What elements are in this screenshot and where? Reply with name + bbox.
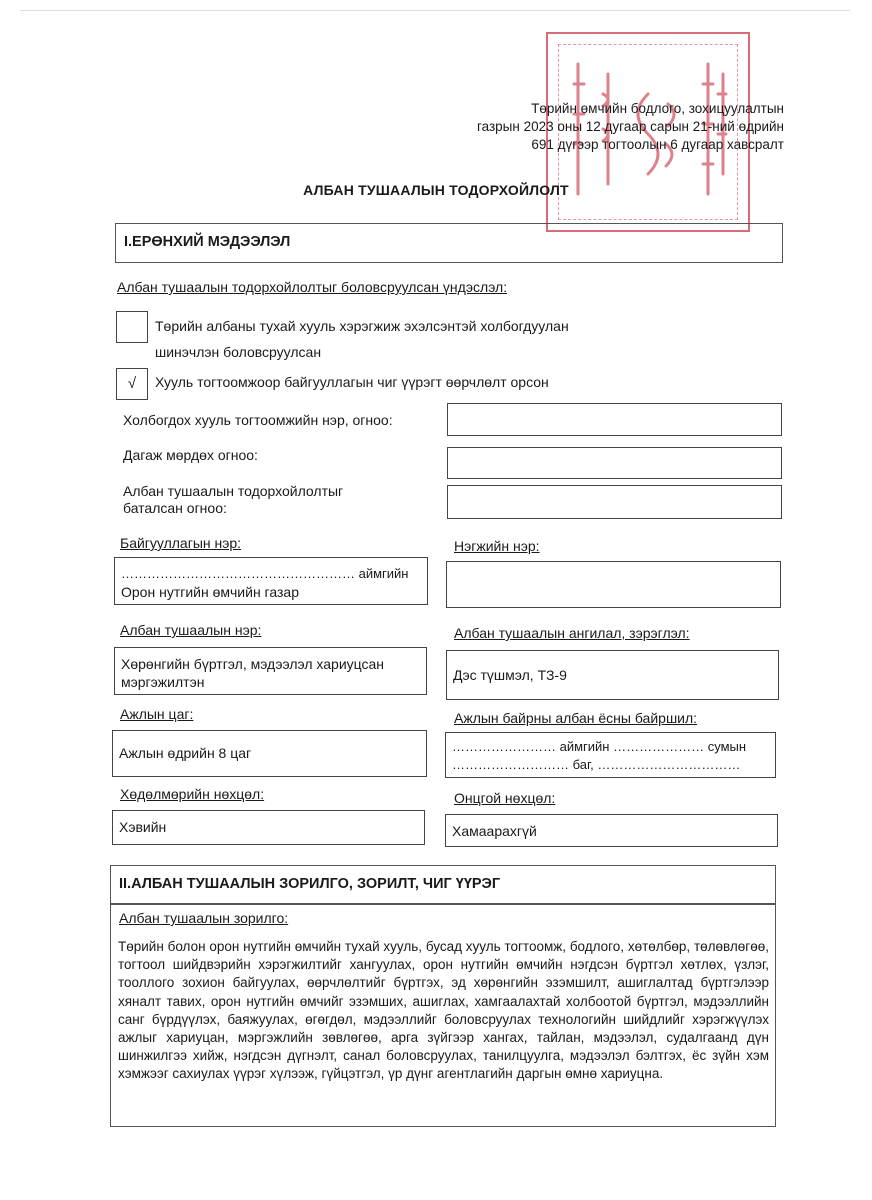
location-line1: …………………… аймгийн ………………… сумын — [452, 739, 747, 754]
unit-name-field[interactable] — [446, 561, 781, 608]
classification-field[interactable] — [446, 650, 779, 700]
attachment-note — [477, 100, 784, 154]
location-label: Ажлын байрны албан ёсны байршил: — [454, 710, 698, 726]
option2-label: Хууль тогтоомжоор байгууллагын чиг үүрэгт өөрчлөлт орсон — [155, 374, 549, 390]
section1-header — [115, 223, 783, 263]
option2-checkbox[interactable]: √ — [116, 368, 148, 400]
purpose-label: Албан тушаалын зорилго: — [119, 910, 289, 926]
attachment-note-line2: газрын 2023 оны 12 дугаар сарын 21-ний өдрийн — [477, 119, 784, 134]
effective-date-field[interactable] — [447, 447, 782, 479]
special-conditions-value: Хамаарахгүй — [452, 823, 537, 839]
work-conditions-label: Хөдөлмөрийн нөхцөл: — [120, 786, 265, 802]
work-conditions-value: Хэвийн — [119, 819, 167, 835]
position-name-label: Албан тушаалын нэр: — [120, 622, 262, 638]
approved-date-label-line2: баталсан огноо: — [123, 500, 227, 516]
option1-label-line1: Төрийн албаны тухай хууль хэрэгжиж эхэлсэнтэй холбогдуулан — [155, 318, 569, 334]
effective-date-label: Дагаж мөрдөх огноо: — [123, 447, 258, 463]
attachment-note-line3: 691 дүгээр тогтоолын 6 дугаар хавсралт — [531, 137, 784, 152]
purpose-box — [110, 903, 776, 1127]
purpose-text: Төрийн болон орон нутгийн өмчийн тухай хууль, бусад хууль тогтоомж, бодлого, хөтөлбөр, төлөвлөгөө, тогтоол шийдвэрийн хэрэгжилтийг хангуулах, орон нутгийн өмчийн нэгдсэн бүртгэл хөтлөх, үзлэг, тооллого зохион байгуулах, өөрчлөлтийг бүртгэх, эд хөрөнгийн эзэмшилт, ашиглалтад бүртгэлээр хяналт тавих, орон нутгийн өмчийг эзэмших, ашиглах, хамгаалахтай холбоотой бүртгэл, мэдээллийн санг бүрдүүлэх, баяжуулах, өгөгдөл, мэдээллийг боловсруулах технологийн шийдлийг хэрэгжүүлэх ажлыг хариуцан, мэргэжлийн зөвлөгөө, арга зүйгээр хангах, тайлан, мэдээлэл, судалгаанд дүн шинжилгээ хийж, нэгдсэн дүгнэлт, санал боловсруулах, танилцуулга, мэдээлэл бэлтгэх, ёс зүйн хэм хэмжээг сахиулах үүрэг хүлээж, гүйцэтгэл, үр дүнг агентлагийн даргын өмнө хариуцна. — [118, 939, 769, 1082]
position-name-field[interactable] — [114, 647, 427, 695]
basis-label: Албан тушаалын тодорхойлолтыг боловсруулсан үндэслэл: — [117, 279, 508, 295]
org-name-line2: Орон нутгийн өмчийн газар — [121, 584, 299, 600]
special-conditions-field[interactable] — [445, 814, 778, 847]
work-hours-value: Ажлын өдрийн 8 цаг — [119, 745, 252, 761]
org-name-label: Байгууллагын нэр: — [120, 535, 242, 551]
section1-title: I.ЕРӨНХИЙ МЭДЭЭЛЭЛ — [124, 234, 291, 250]
page-edge-line — [20, 10, 850, 11]
document-title: АЛБАН ТУШААЛЫН ТОДОРХОЙЛОЛТ — [303, 182, 569, 198]
org-name-line1: ……………………………………………… аймгийн — [121, 566, 409, 581]
approved-date-label-line1: Албан тушаалын тодорхойлолтыг — [123, 483, 344, 499]
classification-label: Албан тушаалын ангилал, зэрэглэл: — [454, 625, 690, 641]
option1-checkbox[interactable] — [116, 311, 148, 343]
section2-header — [110, 865, 776, 905]
special-conditions-label: Онцгой нөхцөл: — [454, 790, 556, 806]
location-line2: ……………………… баг, …………………………… — [452, 757, 741, 772]
location-field[interactable] — [445, 732, 776, 778]
related-law-field[interactable] — [447, 403, 782, 436]
position-name-line1: Хөрөнгийн бүртгэл, мэдээлэл хариуцсан — [121, 656, 385, 672]
section2-title: II.АЛБАН ТУШААЛЫН ЗОРИЛГО, ЗОРИЛТ, ЧИГ ҮҮРЭГ — [119, 876, 501, 892]
work-conditions-field[interactable] — [112, 810, 425, 845]
option1-label-line2: шинэчлэн боловсруулсан — [155, 344, 322, 360]
org-name-field[interactable] — [114, 557, 428, 605]
approved-date-field[interactable] — [447, 485, 782, 519]
work-hours-label: Ажлын цаг: — [120, 706, 194, 722]
position-name-line2: мэргэжилтэн — [121, 674, 205, 690]
related-law-label: Холбогдох хууль тогтоомжийн нэр, огноо: — [123, 412, 393, 428]
unit-name-label: Нэгжийн нэр: — [454, 538, 540, 554]
work-hours-field[interactable] — [112, 730, 427, 777]
attachment-note-line1: Төрийн өмчийн бодлого, зохицуулалтын — [531, 101, 784, 116]
classification-value: Дэс түшмэл, ТЗ-9 — [453, 667, 567, 683]
